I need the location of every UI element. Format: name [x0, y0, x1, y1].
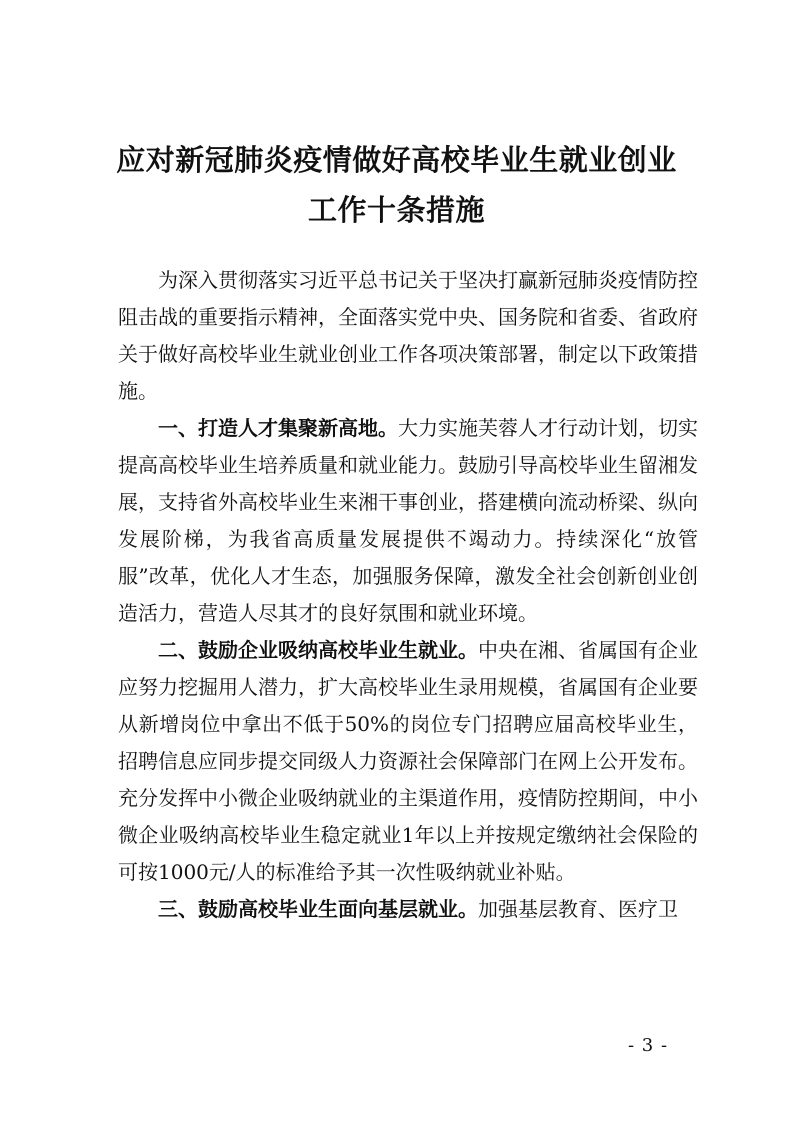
paragraph-measure-1: [118, 410, 698, 632]
document-title-line-1: 应对新冠肺炎疫情做好高校毕业生就业创业: [116, 143, 677, 177]
paragraph-preamble: [118, 262, 698, 410]
paragraph-heading: 二、鼓励企业吸纳高校毕业生就业。: [158, 638, 478, 662]
paragraph-text: 为深入贯彻落实习近平总书记关于坚决打赢新冠肺炎疫情防控阻击战的重要指示精神，全面落实党中央、国务院和省委、省政府关于做好高校毕业生就业创业工作各项决策部署，制定以下政策措施。: [118, 268, 698, 403]
document-title-line-2: 工作十条措施: [307, 193, 485, 227]
paragraph-measure-2: [118, 632, 698, 891]
paragraph-measure-3: [118, 891, 698, 928]
paragraph-text: 加强基层教育、医疗卫: [478, 897, 678, 921]
paragraph-heading: 一、打造人才集聚新高地。: [158, 416, 398, 440]
paragraph-text: 中央在湘、省属国有企业应努力挖掘用人潜力，扩大高校毕业生录用规模，省属国有企业要从新增岗位中拿出不低于50%的岗位专门招聘应届高校毕业生，招聘信息应同步提交同级人力资源社会保障部门在网上公开发布。充分发挥中小微企业吸纳就业的主渠道作用，疫情防控期间，中小微企业吸纳高校毕业生稳定就业1年以上并按规定缴纳社会保险的可按1000元/人的标准给予其一次性吸纳就业补贴。: [118, 638, 698, 884]
document-body: [118, 262, 698, 928]
paragraph-heading: 三、鼓励高校毕业生面向基层就业。: [158, 897, 478, 921]
page-number: - 3 -: [628, 1035, 669, 1056]
paragraph-text: 大力实施芙蓉人才行动计划，切实提高高校毕业生培养质量和就业能力。鼓励引导高校毕业生留湘发展，支持省外高校毕业生来湘干事创业，搭建横向流动桥梁、纵向发展阶梯，为我省高质量发展提供不竭动力。持续深化“放管服”改革，优化人才生态，加强服务保障，激发全社会创新创业创造活力，营造人尽其才的良好氛围和就业环境。: [118, 416, 698, 625]
